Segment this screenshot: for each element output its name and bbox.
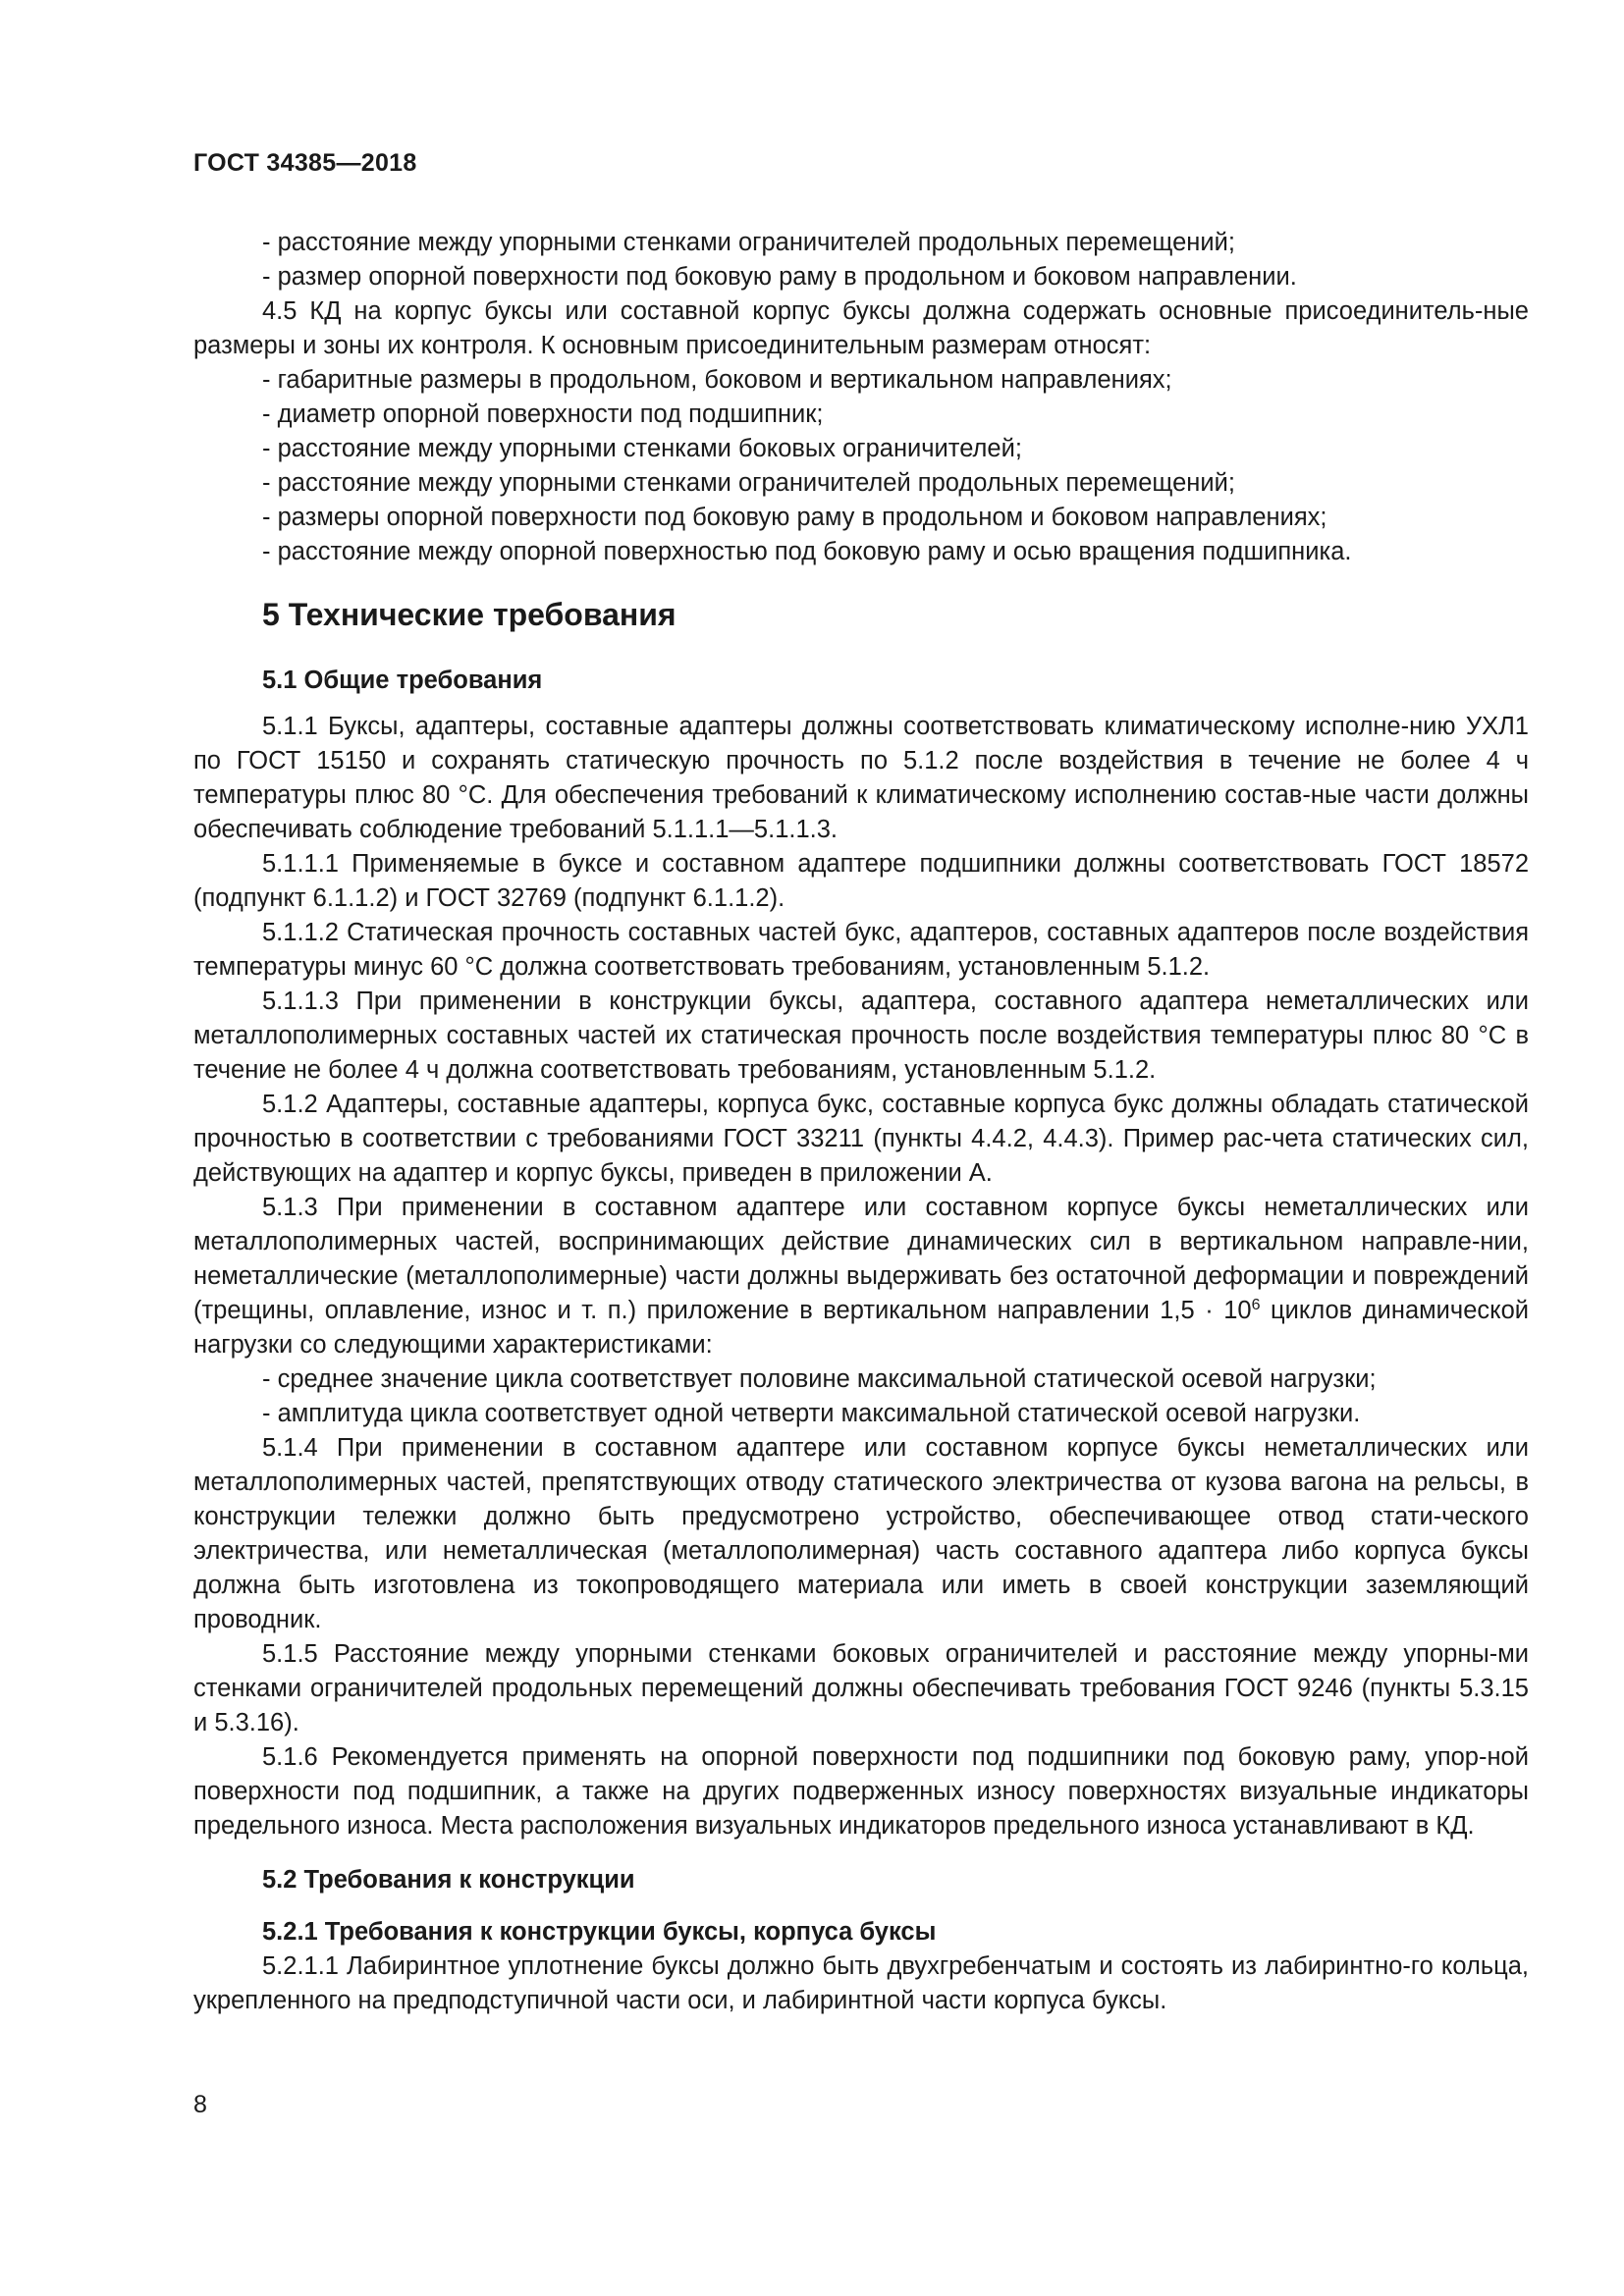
list-item: - расстояние между упорными стенками ограничителей продольных перемещений; <box>262 229 1235 256</box>
paragraph-5-1-5: 5.1.5 Расстояние между упорными стенками боковых ограничителей и расстояние между упорны-ми стенками ограничителей продольных перемещений должны обеспечивать требования ГОСТ 9246 (пункты 5.3.15 и 5.3.16). <box>193 1640 1529 1736</box>
section-heading: 5 Технические требования <box>262 597 677 632</box>
paragraph-4-5: 4.5 КД на корпус буксы или составной корпус буксы должна содержать основные присоединитель-ные размеры и зоны их контроля. К основным присоединительным размерам относят: <box>193 297 1529 359</box>
list-item: - размеры опорной поверхности под боковую раму в продольном и боковом направлениях; <box>262 504 1327 531</box>
subsubsection-heading: 5.2.1 Требования к конструкции буксы, корпуса буксы <box>262 1918 937 1946</box>
paragraph-5-1-3 <box>193 1191 1529 1362</box>
paragraph-text: циклов динамической нагрузки со следующими характеристиками: <box>193 1297 1529 1359</box>
list-item: - расстояние между упорными стенками боковых ограничителей; <box>262 435 1022 462</box>
document-body <box>193 226 1529 2018</box>
subsection-heading: 5.2 Требования к конструкции <box>262 1866 635 1894</box>
paragraph-5-1-2: 5.1.2 Адаптеры, составные адаптеры, корпуса букс, составные корпуса букс должны обладать статической прочностью в соответствии с требованиями ГОСТ 33211 (пункты 4.4.2, 4.4.3). Пример рас-чета статических сил, действующих на адаптер и корпус буксы, приведен в приложении А. <box>193 1091 1529 1187</box>
paragraph-5-1-6: 5.1.6 Рекомендуется применять на опорной поверхности под подшипники под боковую раму, упор-ной поверхности под подшипник, а также на других подверженных износу поверхностях визуальные индикаторы предельного износа. Места расположения визуальных индикаторов предельного износа устанавливают в КД. <box>193 1743 1529 1840</box>
paragraph-5-1-1-3: 5.1.1.3 При применении в конструкции буксы, адаптера, составного адаптера неметаллических или металлополимерных составных частей их статическая прочность после воздействия температуры плюс 80 °С в течение не более 4 ч должна соответствовать требованиям, установленным 5.1.2. <box>193 988 1529 1084</box>
list-item: - расстояние между опорной поверхностью под боковую раму и осью вращения подшипника. <box>262 538 1352 565</box>
document-header: ГОСТ 34385—2018 <box>193 149 417 177</box>
page-number: 8 <box>193 2091 207 2118</box>
exponent: 6 <box>1251 1297 1261 1313</box>
paragraph-5-1-1: 5.1.1 Буксы, адаптеры, составные адаптеры должны соответствовать климатическому исполне-нию УХЛ1 по ГОСТ 15150 и сохранять статическую прочность по 5.1.2 после воздействия в течение не более 4 ч температуры плюс 80 °С. Для обеспечения требований к климатическому исполнению состав-ные части должны обеспечивать соблюдение требований 5.1.1.1—5.1.1.3. <box>193 713 1529 843</box>
list-item: - диаметр опорной поверхности под подшипник; <box>262 400 824 428</box>
list-item: - размер опорной поверхности под боковую раму в продольном и боковом направлении. <box>262 263 1297 291</box>
list-item: - амплитуда цикла соответствует одной четверти максимальной статической осевой нагрузки. <box>262 1400 1361 1427</box>
subsection-heading: 5.1 Общие требования <box>262 667 543 694</box>
list-item: - габаритные размеры в продольном, боковом и вертикальном направлениях; <box>262 366 1172 394</box>
list-item: - среднее значение цикла соответствует половине максимальной статической осевой нагрузки; <box>262 1365 1377 1393</box>
list-item: - расстояние между упорными стенками ограничителей продольных перемещений; <box>262 469 1235 497</box>
paragraph-5-1-4: 5.1.4 При применении в составном адаптере или составном корпусе буксы неметаллических или металлополимерных частей, препятствующих отводу статического электричества от кузова вагона на рельсы, в конструкции тележки должно быть предусмотрено устройство, обеспечивающее отвод стати-ческого электричества, или неметаллическая (металлополимерная) часть составного адаптера либо корпуса буксы должна быть изготовлена из токопроводящего материала или иметь в своей конструкции заземляющий проводник. <box>193 1434 1529 1633</box>
paragraph-5-1-1-1: 5.1.1.1 Применяемые в буксе и составном адаптере подшипники должны соответствовать ГОСТ 18572 (подпункт 6.1.1.2) и ГОСТ 32769 (подпункт 6.1.1.2). <box>193 850 1529 912</box>
paragraph-text: 5.1.3 При применении в составном адаптере или составном корпусе буксы неметаллических или металлополимерных частей, воспринимающих действие динамических сил в вертикальном направле-нии, неметаллические (металлополимерные) части должны выдерживать без остаточной деформации и повреждений (трещины, оплавление, износ и т. п.) приложение в вертикальном направлении 1,5 · 10 <box>193 1194 1529 1324</box>
paragraph-5-2-1-1: 5.2.1.1 Лабиринтное уплотнение буксы должно быть двухгребенчатым и состоять из лабиринтно-го кольца, укрепленного на предподступичной части оси, и лабиринтной части корпуса буксы. <box>193 1952 1529 2014</box>
paragraph-5-1-1-2: 5.1.1.2 Статическая прочность составных частей букс, адаптеров, составных адаптеров после воздействия температуры минус 60 °С должна соответствовать требованиям, установленным 5.1.2. <box>193 919 1529 981</box>
